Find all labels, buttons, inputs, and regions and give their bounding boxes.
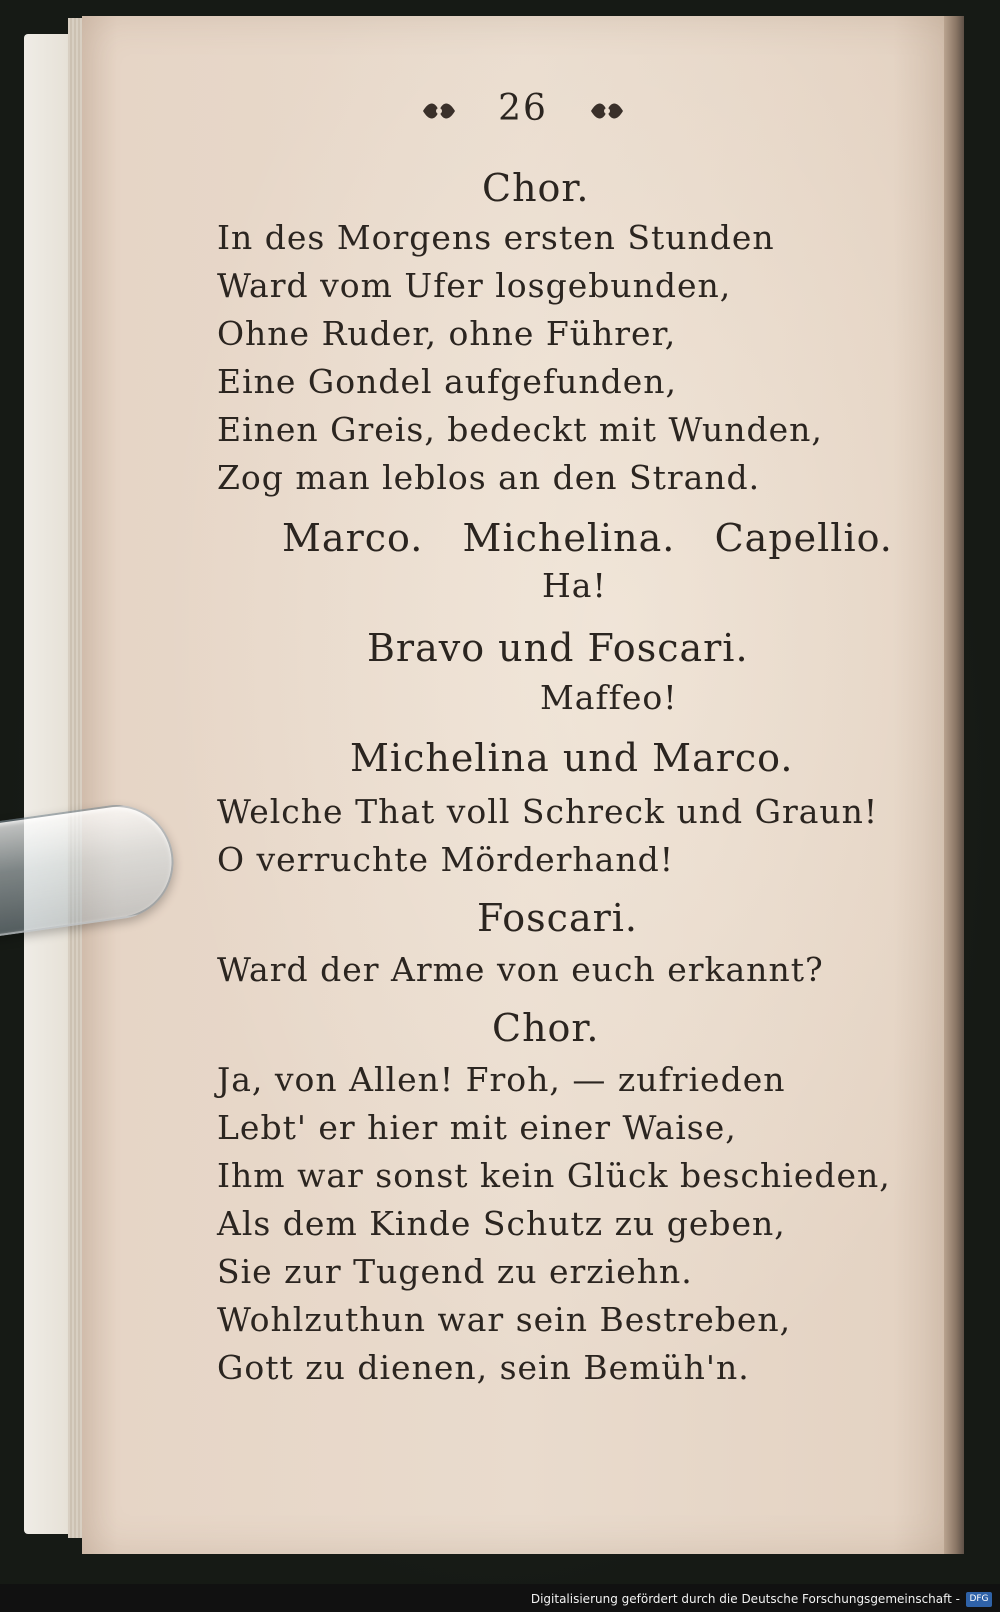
verse-line: Einen Greis, bedeckt mit Wunden, <box>217 410 823 449</box>
verse-line: Sie zur Tugend zu erziehn. <box>217 1252 693 1291</box>
verse-line: In des Morgens ersten Stunden <box>217 218 775 257</box>
speaker-chor: Chor. <box>482 166 590 210</box>
footer-credit: Digitalisierung gefördert durch die Deutsche Forschungsgemeinschaft - <box>530 1592 960 1606</box>
dfg-logo-icon: DFG <box>966 1592 992 1607</box>
verse-line: Zog man leblos an den Strand. <box>217 458 761 497</box>
page-number: 26 <box>498 88 548 129</box>
speaker-chor: Chor. <box>492 1006 600 1050</box>
speakers-bravo-foscari: Bravo und Foscari. <box>367 626 749 670</box>
verse-line: Ohne Ruder, ohne Führer, <box>217 314 677 353</box>
verse-line: Ward der Arme von euch erkannt? <box>217 950 824 989</box>
verse-line: O verruchte Mörderhand! <box>217 840 674 879</box>
exclamation-ha: Ha! <box>542 566 607 605</box>
book-page <box>82 16 964 1554</box>
verse-line: Lebt' er hier mit einer Waise, <box>217 1108 737 1147</box>
ornament-left-icon <box>421 99 457 123</box>
speakers-marco-michelina-capellio: Marco. Michelina. Capellio. <box>282 516 893 560</box>
speakers-michelina-marco: Michelina und Marco. <box>350 736 794 780</box>
verse-line: Ja, von Allen! Froh, — zufrieden <box>217 1060 786 1099</box>
verse-line: Eine Gondel aufgefunden, <box>217 362 678 401</box>
speaker-foscari: Foscari. <box>477 896 639 940</box>
ornament-right-icon <box>589 99 625 123</box>
verse-line: Wohlzuthun war sein Bestreben, <box>217 1300 792 1339</box>
verse-line: Ward vom Ufer losgebunden, <box>217 266 732 305</box>
page-text <box>82 16 964 1554</box>
page-header <box>82 88 964 129</box>
verse-line: Welche That voll Schreck und Graun! <box>217 792 879 831</box>
verse-line: Als dem Kinde Schutz zu geben, <box>217 1204 786 1243</box>
verse-line: Ihm war sonst kein Glück beschieden, <box>217 1156 891 1195</box>
verse-line: Gott zu dienen, sein Bemüh'n. <box>217 1348 750 1387</box>
exclamation-maffeo: Maffeo! <box>540 678 678 717</box>
